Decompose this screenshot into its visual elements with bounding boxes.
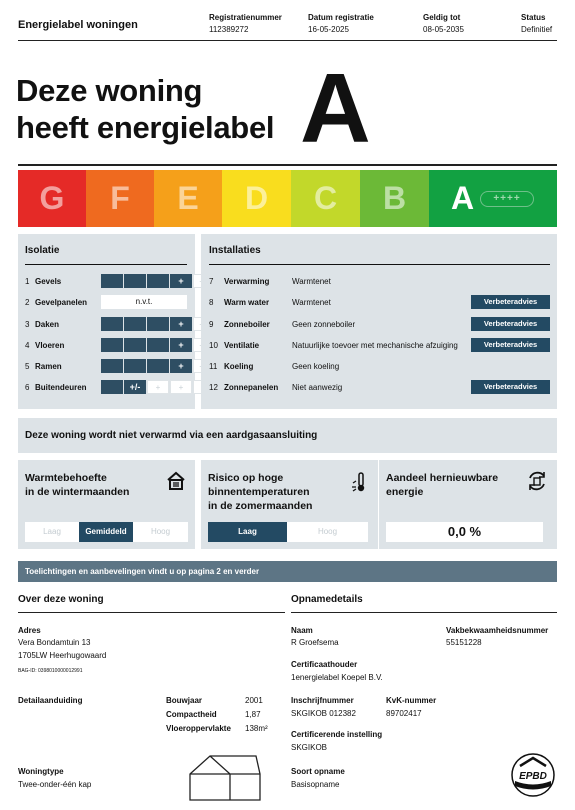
- valid-until-block: [423, 13, 464, 34]
- overheating-risk-title-line3: in de zomermaanden: [208, 500, 313, 512]
- home-type-label: Woningtype: [18, 767, 64, 776]
- explanation-note: Toelichtingen en aanbevelingen vindt u op pagina 2 en verder: [18, 561, 557, 582]
- renewable-share-card: [379, 460, 557, 549]
- qualification-label: Vakbekwaamheidsnummer: [446, 626, 549, 635]
- installatie-row-label: Ventilatie: [224, 340, 260, 350]
- improvement-advice-button[interactable]: Verbeteradvies: [471, 380, 550, 394]
- isolatie-rating-segment: [101, 338, 123, 352]
- valid-until-label: Geldig tot: [423, 13, 461, 22]
- energy-scale-band-d: D: [222, 170, 291, 227]
- status-value: Definitief: [521, 25, 553, 34]
- isolatie-rating-bar: [101, 380, 216, 394]
- isolatie-divider: [25, 264, 187, 265]
- installatie-row-label: Warm water: [224, 297, 270, 307]
- renewable-share-title-line1: Aandeel hernieuwbare: [386, 472, 499, 484]
- isolatie-row-number: 5: [25, 361, 30, 371]
- registration-number-block: [209, 13, 282, 34]
- certificate-holder-label: Certificaathouder: [291, 660, 358, 669]
- improvement-advice-button[interactable]: Verbeteradvies: [471, 338, 550, 352]
- energy-scale-band-g: G: [18, 170, 86, 227]
- installatie-row-value: Warmtenet: [292, 276, 331, 286]
- registration-date-label: Datum registratie: [308, 13, 374, 22]
- build-year: 2001: [245, 696, 263, 705]
- detail-label: Detailaanduiding: [18, 696, 83, 705]
- assessor-name: R Groefsema: [291, 638, 339, 647]
- headline: [16, 72, 274, 146]
- gas-connection-panel: [18, 418, 557, 453]
- isolatie-row-label: Gevels: [35, 276, 62, 286]
- overheating-risk-card: [201, 460, 378, 549]
- address-line1: Vera Bondamtuin 13: [18, 638, 91, 647]
- isolatie-rating-mark: +: [170, 338, 192, 352]
- heat-demand-option-laag: Laag: [25, 522, 79, 542]
- isolatie-row-number: 6: [25, 382, 30, 392]
- overheating-risk-option-laag: Laag: [208, 522, 287, 542]
- status-block: [521, 13, 552, 34]
- bag-id: BAG-ID: 0398010000012991: [18, 668, 83, 674]
- heat-demand-selector: [25, 522, 188, 542]
- isolatie-rating-segment: [124, 359, 146, 373]
- improvement-advice-button[interactable]: Verbeteradvies: [471, 317, 550, 331]
- headline-line2: heeft energielabel: [16, 110, 275, 145]
- certifying-body-label: Certificerende instelling: [291, 730, 383, 739]
- address-line2: 1705LW Heerhugowaard: [18, 651, 107, 660]
- qualification-number: 55151228: [446, 638, 482, 647]
- isolatie-row-label: Ramen: [35, 361, 62, 371]
- energy-scale-band-e: E: [154, 170, 222, 227]
- energy-label-letter: A: [300, 53, 371, 163]
- semi-detached-house-icon: [186, 752, 264, 802]
- compactness-label: Compactheid: [166, 710, 217, 719]
- isolatie-rating-bar: [101, 338, 216, 352]
- kvk-label: KvK-nummer: [386, 696, 437, 705]
- isolatie-rating-bar: [101, 359, 216, 373]
- isolatie-row: [25, 274, 61, 288]
- isolatie-row-number: 3: [25, 319, 30, 329]
- isolatie-row-number: 1: [25, 276, 30, 286]
- renewable-share-title-line2: energie: [386, 486, 424, 498]
- registration-date-block: [308, 13, 374, 34]
- installatie-row-number: 8: [209, 297, 214, 307]
- epbd-logo: [510, 752, 556, 798]
- overheating-risk-option-hoog: Hoog: [287, 522, 368, 542]
- isolatie-row: [25, 359, 62, 373]
- isolatie-rating-empty: +: [147, 380, 169, 394]
- isolatie-rating-mark: +: [170, 317, 192, 331]
- isolatie-not-applicable: n.v.t.: [101, 295, 187, 309]
- heat-demand-title-line2: in de wintermaanden: [25, 486, 130, 498]
- renewable-share-title: [386, 471, 498, 499]
- build-year-label: Bouwjaar: [166, 696, 203, 705]
- survey-type: Basisopname: [291, 780, 340, 789]
- thermometer-sun-icon: [350, 471, 370, 493]
- isolatie-row-number: 2: [25, 297, 30, 307]
- isolatie-row-label: Gevelpanelen: [35, 297, 88, 307]
- isolatie-title: Isolatie: [25, 245, 60, 256]
- isolatie-rating-segment: [124, 274, 146, 288]
- installatie-row-label: Zonneboiler: [224, 319, 270, 329]
- installatie-row-number: 9: [209, 319, 214, 329]
- isolatie-rating-empty: +: [170, 380, 192, 394]
- isolatie-rating-segment: [101, 359, 123, 373]
- installatie-row-label: Koeling: [224, 361, 254, 371]
- isolatie-rating-segment: [147, 359, 169, 373]
- isolatie-rating-segment: [101, 380, 123, 394]
- renewable-share-value: 0,0 %: [386, 522, 543, 542]
- isolatie-rating-mark: +: [170, 359, 192, 373]
- isolatie-row: [25, 317, 59, 331]
- isolatie-row: [25, 380, 87, 394]
- installatie-row-value: Geen koeling: [292, 361, 340, 371]
- installatie-row-label: Verwarming: [224, 276, 270, 286]
- header-divider: [18, 40, 557, 41]
- epbd-logo-text: EPBD: [519, 771, 547, 782]
- energy-scale-band-a: A: [429, 170, 557, 227]
- name-label: Naam: [291, 626, 313, 635]
- isolatie-rating-segment: [124, 338, 146, 352]
- installatie-row-number: 7: [209, 276, 214, 286]
- installaties-divider: [209, 264, 550, 265]
- isolatie-rating-segment: [124, 317, 146, 331]
- heat-demand-title-line1: Warmtebehoefte: [25, 472, 107, 484]
- isolatie-rating-segment: [101, 317, 123, 331]
- registration-number: 112389272: [209, 25, 249, 34]
- installatie-row-value: Warmtenet: [292, 297, 331, 307]
- survey-type-label: Soort opname: [291, 767, 345, 776]
- isolatie-rating-segment: [147, 338, 169, 352]
- document-title: Energielabel woningen: [18, 19, 138, 31]
- isolatie-rating-mark: +/-: [124, 380, 146, 394]
- survey-details-title: Opnamedetails: [291, 594, 363, 605]
- registration-number-label: Registratienummer: [209, 13, 282, 22]
- gas-connection-text: Deze woning wordt niet verwarmd via een aardgasaansluiting: [25, 430, 318, 441]
- floor-area-label: Vloeroppervlakte: [166, 724, 231, 733]
- isolatie-rating-segment: [147, 317, 169, 331]
- registration-date: 16-05-2025: [308, 25, 349, 34]
- isolatie-rating-bar: [101, 317, 216, 331]
- overheating-risk-title-line1: Risico op hoge: [208, 472, 284, 484]
- heat-demand-option-hoog: Hoog: [133, 522, 188, 542]
- installatie-row-value: Niet aanwezig: [292, 382, 343, 392]
- isolatie-row: [25, 338, 64, 352]
- isolatie-rating-segment: [101, 274, 123, 288]
- registration-no: SKGIKOB 012382: [291, 709, 356, 718]
- installaties-title: Installaties: [209, 245, 261, 256]
- home-type: Twee-onder-één kap: [18, 780, 92, 789]
- isolatie-row: [25, 295, 87, 309]
- installatie-row-label: Zonnepanelen: [224, 382, 279, 392]
- kvk-number: 89702417: [386, 709, 422, 718]
- installatie-row-number: 11: [209, 361, 218, 371]
- isolatie-rating-segment: [147, 274, 169, 288]
- about-home-title: Over deze woning: [18, 594, 104, 605]
- overheating-risk-title-line2: binnentemperaturen: [208, 486, 310, 498]
- about-home-divider: [18, 612, 285, 613]
- isolatie-row-number: 4: [25, 340, 30, 350]
- label-plus-badge: ++++: [480, 191, 534, 207]
- registration-no-label: Inschrijfnummer: [291, 696, 354, 705]
- survey-details-divider: [291, 612, 557, 613]
- heat-demand-title: [25, 471, 129, 499]
- house-heat-icon: [166, 471, 186, 491]
- headline-line1: Deze woning: [16, 73, 203, 108]
- isolatie-row-label: Daken: [35, 319, 60, 329]
- heat-demand-card: [18, 460, 195, 549]
- valid-until: 08-05-2035: [423, 25, 464, 34]
- compactness: 1,87: [245, 710, 261, 719]
- installatie-row-number: 12: [209, 382, 218, 392]
- energy-scale-band-f: F: [86, 170, 154, 227]
- floor-area: 138m²: [245, 724, 268, 733]
- certifying-body: SKGIKOB: [291, 743, 328, 752]
- scale-top-divider: [18, 164, 557, 166]
- heat-demand-option-gemiddeld: Gemiddeld: [79, 522, 133, 542]
- overheating-risk-title: [208, 471, 312, 513]
- address-label: Adres: [18, 626, 41, 635]
- renewable-energy-icon: [526, 470, 548, 492]
- isolatie-row-label: Vloeren: [35, 340, 65, 350]
- installatie-row-number: 10: [209, 340, 218, 350]
- status-label: Status: [521, 13, 546, 22]
- improvement-advice-button[interactable]: Verbeteradvies: [471, 295, 550, 309]
- energy-scale-band-c: C: [291, 170, 360, 227]
- installatie-row-value: Natuurlijke toevoer met mechanische afzuiging: [292, 340, 458, 350]
- overheating-risk-selector: [208, 522, 368, 542]
- installatie-row-value: Geen zonneboiler: [292, 319, 356, 329]
- isolatie-rating-mark: +: [170, 274, 192, 288]
- isolatie-row-label: Buitendeuren: [35, 382, 87, 392]
- isolatie-rating-bar: [101, 274, 216, 288]
- energy-scale-band-b: B: [360, 170, 429, 227]
- certificate-holder: 1energielabel Koepel B.V.: [291, 673, 383, 682]
